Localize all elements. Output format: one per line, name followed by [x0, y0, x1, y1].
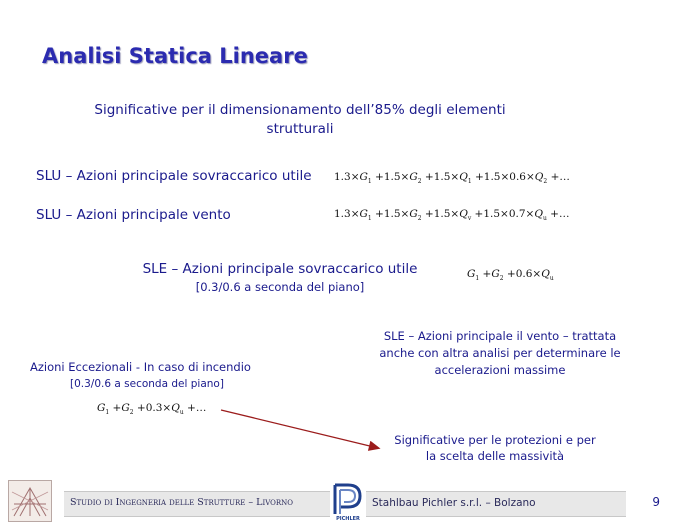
annotation-line-1: Significative per le protezioni e per	[394, 433, 596, 447]
slu-sovraccarico-label: SLU – Azioni principale sovraccarico utile	[36, 168, 312, 184]
intro-line-2: strutturali	[266, 121, 334, 137]
eccezionali-note: [0.3/0.6 a seconda del piano]	[70, 378, 224, 390]
footer-right-text: Stahlbau Pichler s.r.l. – Bolzano	[372, 497, 536, 509]
sle-formula: $G_1 +G_2 +0.6\times Q_u$	[467, 268, 554, 283]
sle-wind-line-3: accelerazioni massime	[434, 363, 566, 377]
sle-note: [0.3/0.6 a seconda del piano]	[195, 280, 365, 294]
slu-sovraccarico-formula: $1.3\times G_1 +1.5\times G_2 +1.5\times Q_1 +1.5\times 0.6\times Q_2$ +…	[334, 171, 570, 186]
intro-line-1: Significative per il dimensionamento dell’85% degli elementi	[94, 102, 506, 118]
sle-wind-line-1: SLE – Azioni principale il vento – trattata	[383, 329, 617, 343]
annotation-line-2: la scelta delle massività	[425, 449, 565, 463]
page-number: 9	[652, 495, 660, 509]
eccezionali-formula: $G_1 +G_2 +0.3\times Q_u$ +…	[97, 402, 207, 417]
institute-logo-icon	[8, 480, 52, 522]
slu-vento-formula: $1.3\times G_1 +1.5\times G_2 +1.5\times Q_v +1.5\times 0.7\times Q_u$ +…	[334, 208, 570, 223]
eccezionali-label: Azioni Eccezionali - In caso di incendio	[30, 360, 251, 374]
pichler-logo-text: PICHLER	[336, 516, 360, 522]
page-title: Analisi Statica Lineare	[42, 44, 308, 68]
footer-left-text: Studio di Ingegneria delle Strutture – Livorno	[70, 497, 294, 508]
slu-vento-label: SLU – Azioni principale vento	[36, 207, 231, 223]
sle-label: SLE – Azioni principale sovraccarico utile	[142, 261, 418, 277]
sle-wind-line-2: anche con altra analisi per determinare le	[379, 346, 621, 360]
